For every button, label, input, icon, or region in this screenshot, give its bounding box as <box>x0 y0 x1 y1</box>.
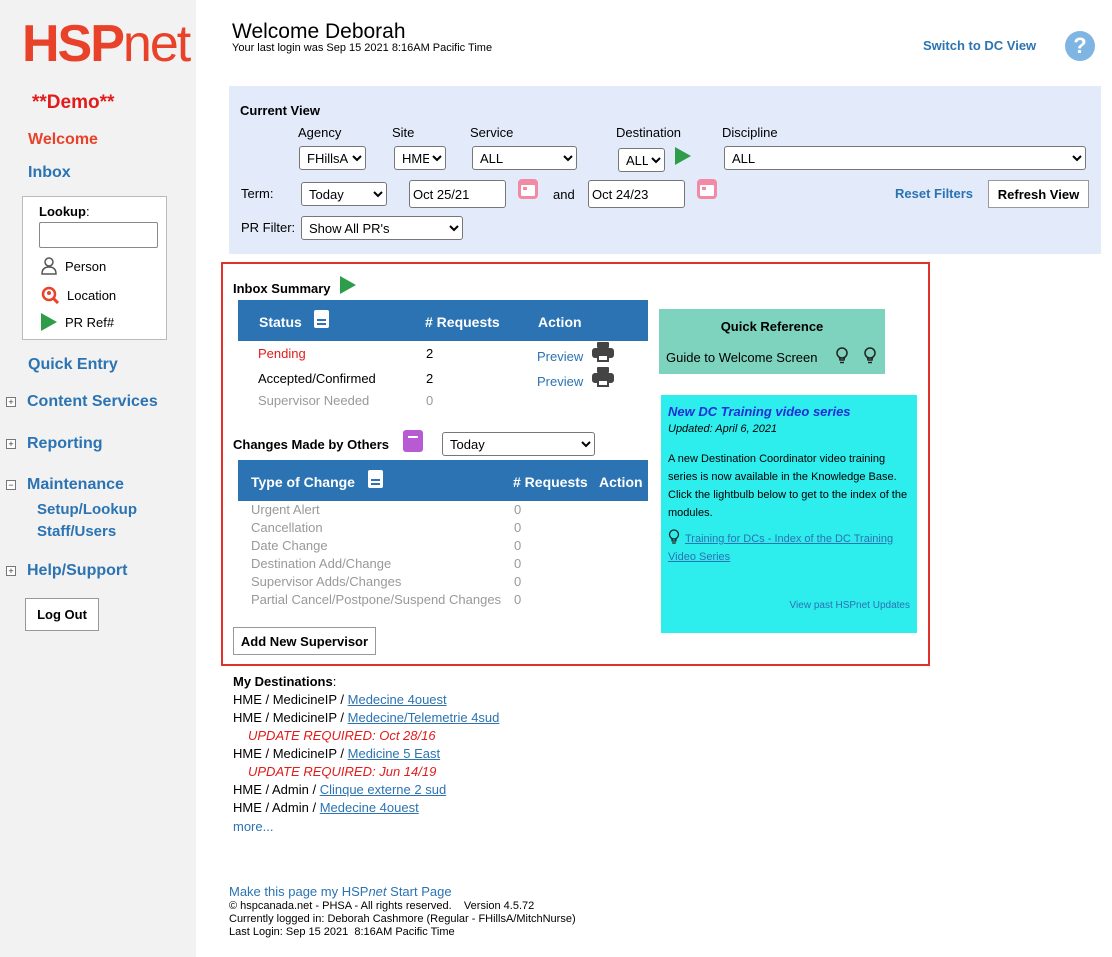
and-label: and <box>553 187 575 202</box>
dc-training-panel <box>661 395 917 633</box>
destination-item: HME / MedicineIP / Medecine/Telemetrie 4sud <box>233 710 500 725</box>
changes-table-header <box>238 460 648 501</box>
expand-icon[interactable]: + <box>6 566 16 576</box>
expand-icon[interactable]: + <box>6 439 16 449</box>
page-title: Welcome Deborah <box>232 20 406 43</box>
nav-content-services[interactable]: Content Services <box>27 393 158 410</box>
nav-quick-entry[interactable]: Quick Entry <box>28 356 118 373</box>
apply-destination-play-icon[interactable] <box>675 147 691 165</box>
pr-filter-select[interactable] <box>301 216 463 240</box>
col-requests: # Requests <box>513 474 588 490</box>
destination-item: HME / MedicineIP / Medecine 4ouest <box>233 692 447 707</box>
inbox-table-header <box>238 300 648 341</box>
discipline-select[interactable] <box>724 146 1086 170</box>
change-count: 0 <box>514 574 522 589</box>
destination-item: HME / Admin / Clinque externe 2 sud <box>233 782 447 797</box>
destination-link[interactable]: Medecine 4ouest <box>319 800 419 815</box>
inbox-summary-title: Inbox Summary <box>233 281 331 296</box>
agency-label: Agency <box>298 125 342 140</box>
term-select[interactable] <box>301 182 387 206</box>
lookup-prref[interactable] <box>41 313 114 331</box>
update-required: UPDATE REQUIRED: Oct 28/16 <box>248 728 436 743</box>
printer-icon[interactable] <box>592 342 614 362</box>
change-count: 0 <box>514 520 522 535</box>
nav-staff-users[interactable]: Staff/Users <box>37 523 117 540</box>
nav-setup-lookup[interactable]: Setup/Lookup <box>37 501 137 518</box>
status-accepted[interactable]: Accepted/Confirmed <box>258 371 376 386</box>
demo-label: **Demo** <box>32 92 115 113</box>
guide-link[interactable]: Guide to Welcome Screen <box>666 350 818 365</box>
quick-reference-panel <box>659 309 885 374</box>
book-icon[interactable] <box>403 430 423 452</box>
refresh-view-button[interactable]: Refresh View <box>988 180 1089 208</box>
lookup-prref-label: PR Ref# <box>65 314 115 330</box>
nav-inbox[interactable]: Inbox <box>28 164 71 181</box>
destination-select[interactable] <box>618 148 665 172</box>
destination-link[interactable]: Medecine/Telemetrie 4sud <box>347 710 500 725</box>
service-select[interactable] <box>472 146 577 170</box>
dc-training-body: A new Destination Coordinator video training series is now available in the Knowledge Base. Click the lightbulb below to get to the index of the modules. <box>668 453 908 519</box>
lightbulb-icon[interactable] <box>835 347 849 365</box>
document-icon[interactable] <box>368 470 383 488</box>
play-icon[interactable] <box>340 276 356 294</box>
more-destinations-link[interactable]: more... <box>233 819 274 834</box>
preview-link[interactable]: Preview <box>537 349 584 364</box>
status-pending[interactable]: Pending <box>258 346 306 361</box>
start-page-link[interactable]: Make this page my HSPnet Start Page <box>229 884 452 899</box>
play-icon <box>41 313 57 331</box>
nav-welcome[interactable]: Welcome <box>28 131 98 148</box>
lookup-input[interactable] <box>39 222 158 248</box>
calendar-icon[interactable] <box>518 179 538 199</box>
add-new-supervisor-button[interactable]: Add New Supervisor <box>233 627 376 655</box>
destination-item: HME / MedicineIP / Medicine 5 East <box>233 746 441 761</box>
destination-link[interactable]: Medecine 4ouest <box>347 692 447 707</box>
lookup-label: Lookup: <box>39 204 90 219</box>
help-icon[interactable]: ? <box>1065 31 1095 61</box>
update-required: UPDATE REQUIRED: Jun 14/19 <box>248 764 437 779</box>
sidebar <box>0 0 196 957</box>
date-to-input[interactable] <box>588 180 685 208</box>
document-icon[interactable] <box>314 310 329 328</box>
destination-item: HME / Admin / Medecine 4ouest <box>233 800 419 815</box>
count-supervisor-needed: 0 <box>426 393 434 408</box>
nav-maintenance[interactable]: Maintenance <box>27 476 124 493</box>
changes-title: Changes Made by Others <box>233 437 390 452</box>
quick-reference-title: Quick Reference <box>720 319 824 334</box>
lightbulb-icon[interactable] <box>863 347 877 365</box>
person-icon <box>41 257 57 275</box>
col-type: Type of Change <box>251 474 355 490</box>
change-type: Cancellation <box>251 520 323 535</box>
inbox-summary-panel <box>221 262 930 666</box>
change-count: 0 <box>514 556 522 571</box>
dc-training-title: New DC Training video series <box>668 404 851 419</box>
change-count: 0 <box>514 538 522 553</box>
hspnet-logo[interactable]: HSPnet <box>22 15 190 73</box>
destination-link[interactable]: Medicine 5 East <box>347 746 441 761</box>
nav-help-support[interactable]: Help/Support <box>27 562 128 579</box>
destination-label: Destination <box>616 125 682 140</box>
count-accepted: 2 <box>426 371 434 386</box>
nav-reporting[interactable]: Reporting <box>27 435 103 452</box>
lookup-location-label: Location <box>67 287 117 303</box>
discipline-label: Discipline <box>722 125 778 140</box>
col-action: Action <box>599 474 643 490</box>
copyright: © hspcanada.net - PHSA - All rights reserved. Version 4.5.72 <box>229 900 535 912</box>
lookup-person[interactable] <box>41 257 106 275</box>
col-action: Action <box>538 314 582 330</box>
change-type: Destination Add/Change <box>251 556 392 571</box>
reset-filters-link[interactable]: Reset Filters <box>895 186 974 201</box>
current-view-title: Current View <box>240 103 320 118</box>
past-updates-link[interactable]: View past HSPnet Updates <box>789 600 910 611</box>
pr-filter-label: PR Filter: <box>241 220 296 235</box>
site-label: Site <box>392 125 415 140</box>
collapse-icon[interactable]: − <box>6 480 16 490</box>
col-requests: # Requests <box>425 314 500 330</box>
location-search-icon <box>41 286 59 304</box>
destination-link[interactable]: Clinque externe 2 sud <box>319 782 447 797</box>
my-destinations-title: My Destinations: <box>233 674 337 689</box>
changes-period-select[interactable] <box>442 432 595 456</box>
calendar-icon[interactable] <box>697 179 717 199</box>
agency-select[interactable] <box>299 146 366 170</box>
lookup-location[interactable] <box>41 286 116 304</box>
lookup-panel <box>22 196 167 340</box>
dc-training-link[interactable]: Training for DCs - Index of the DC Training Video Series <box>668 533 894 563</box>
service-label: Service <box>470 125 514 140</box>
change-count: 0 <box>514 592 522 607</box>
switch-view-link[interactable]: Switch to DC View <box>923 38 1037 53</box>
date-from-input[interactable] <box>409 180 506 208</box>
term-label: Term: <box>241 186 274 201</box>
status-supervisor-needed: Supervisor Needed <box>258 393 370 408</box>
site-select[interactable] <box>394 146 446 170</box>
change-type: Partial Cancel/Postpone/Suspend Changes <box>251 592 502 607</box>
footer-last-login: Last Login: Sep 15 2021 8:16AM Pacific Time <box>229 926 455 938</box>
change-type: Supervisor Adds/Changes <box>251 574 402 589</box>
dc-training-updated: Updated: April 6, 2021 <box>668 423 778 435</box>
current-view-panel <box>229 86 1101 254</box>
change-type: Date Change <box>251 538 328 553</box>
logged-in-info: Currently logged in: Deborah Cashmore (Regular - FHillsA/MitchNurse) <box>229 913 576 925</box>
col-status: Status <box>259 314 302 330</box>
change-type: Urgent Alert <box>251 502 320 517</box>
expand-icon[interactable]: + <box>6 397 16 407</box>
logout-button[interactable]: Log Out <box>25 598 99 631</box>
lookup-person-label: Person <box>65 258 107 274</box>
preview-link[interactable]: Preview <box>537 374 584 389</box>
printer-icon[interactable] <box>592 367 614 387</box>
count-pending: 2 <box>426 346 434 361</box>
change-count: 0 <box>514 502 522 517</box>
last-login: Your last login was Sep 15 2021 8:16AM Pacific Time <box>232 42 493 54</box>
